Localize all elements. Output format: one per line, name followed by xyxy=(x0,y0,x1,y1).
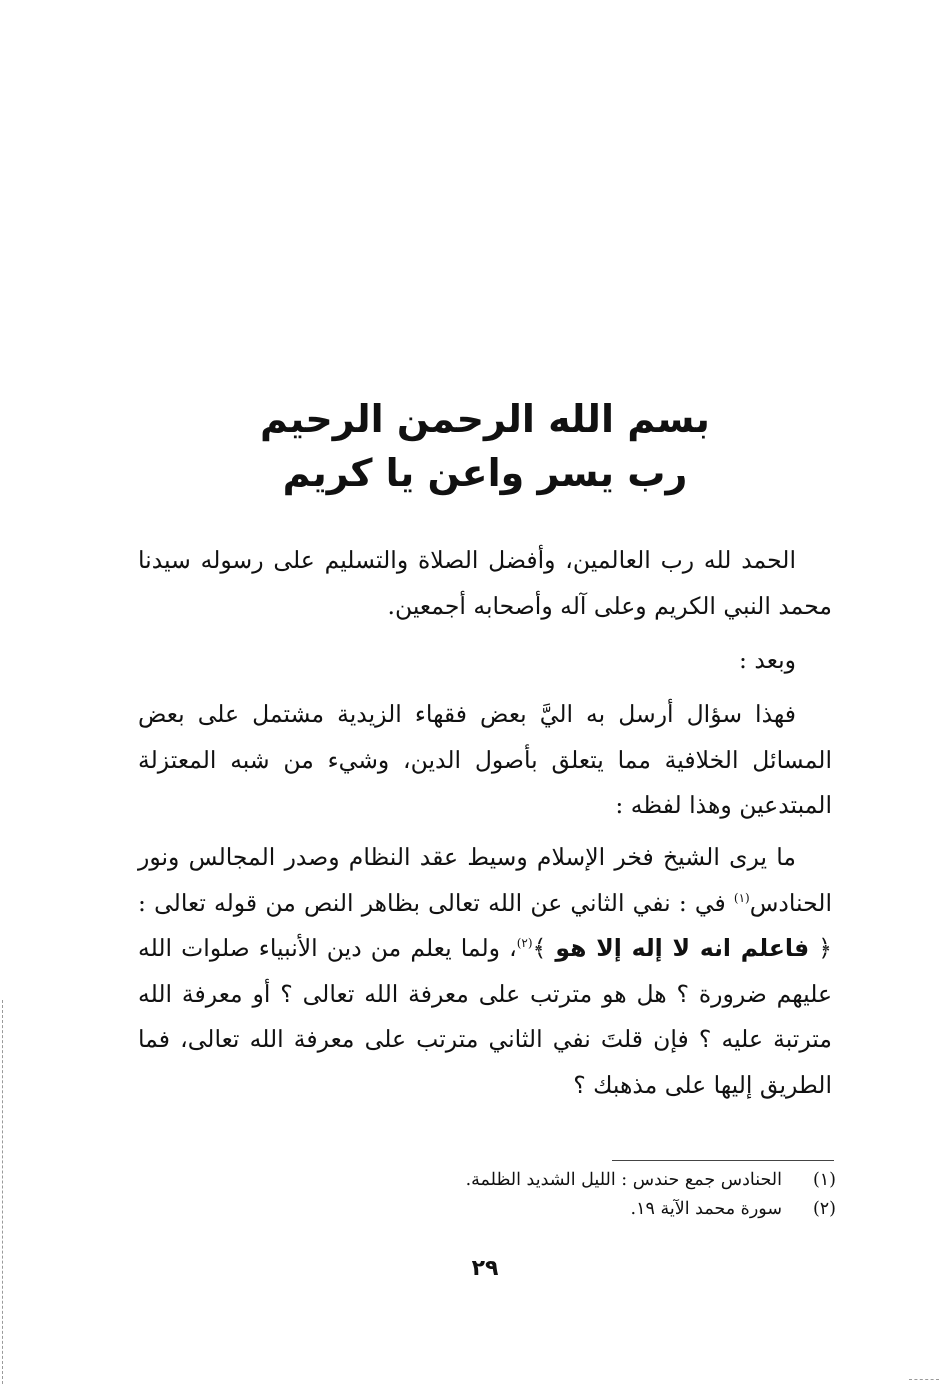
footnote-number: (٢) xyxy=(812,1199,836,1219)
transition-paragraph xyxy=(138,638,832,684)
footnote-text: الحنادس جمع حندس : الليل الشديد الظلمة. xyxy=(465,1170,782,1190)
scan-binding-marks xyxy=(2,1000,7,1384)
question-paragraph xyxy=(138,835,832,1108)
question-intro-paragraph xyxy=(138,692,832,829)
basmala-line: بسم الله الرحمن الرحيم xyxy=(260,397,710,441)
opening-praise-paragraph xyxy=(138,538,832,629)
footnote-item xyxy=(380,1166,836,1195)
footnote-divider xyxy=(612,1160,834,1161)
paragraph-text: فهذا سؤال أرسل به اليَّ بعض فقهاء الزيدية مشتمل على بعض المسائل الخلافية مما يتعلق بأصول الدين، وشيء من شبه المعتزلة المبتدعين وهذا لفظه : xyxy=(138,700,832,819)
scan-corner-marks xyxy=(909,1379,939,1380)
quran-quote: فاعلم انه لا إله إلا هو xyxy=(555,934,810,962)
footnote-item xyxy=(380,1195,836,1224)
paragraph-text: وبعد : xyxy=(739,646,796,674)
footnote-ref-2: (٢) xyxy=(516,936,533,951)
footnotes xyxy=(380,1166,836,1224)
invocation-line: رب يسر واعن يا كريم xyxy=(282,451,688,495)
question-text-part: ما يرى الشيخ فخر الإسلام وسيط عقد النظام وصدر المجالس ونور الحنادس xyxy=(138,843,832,917)
paragraph-text: الحمد لله رب العالمين، وأفضل الصلاة والتسليم على رسوله سيدنا محمد النبي الكريم وعلى آله وأصحابه أجمعين. xyxy=(138,546,832,620)
basmala-heading xyxy=(140,392,830,500)
question-text-part: في : نفي الثاني عن الله تعالى بظاهر النص من قوله تعالى : ﴿ xyxy=(138,888,832,962)
footnote-ref-1: (١) xyxy=(733,890,750,905)
paragraph-text xyxy=(138,835,832,1108)
question-text-part: ﴾ xyxy=(532,934,556,962)
page-number: ٢٩ xyxy=(471,1256,499,1281)
question-text-part: ، ولما يعلم من دين الأنبياء صلوات الله عليهم ضرورة ؟ هل هو مترتب على معرفة الله تعالى ؟ أو معرفة الله مترتبة عليه ؟ فإن قلتَ نفي الثاني مترتب على معرفة الله تعالى، فما الطريق إليها على مذهبك ؟ xyxy=(138,934,832,1099)
footnote-text: سورة محمد الآية ١٩. xyxy=(630,1199,782,1219)
footnote-number: (١) xyxy=(812,1170,836,1190)
